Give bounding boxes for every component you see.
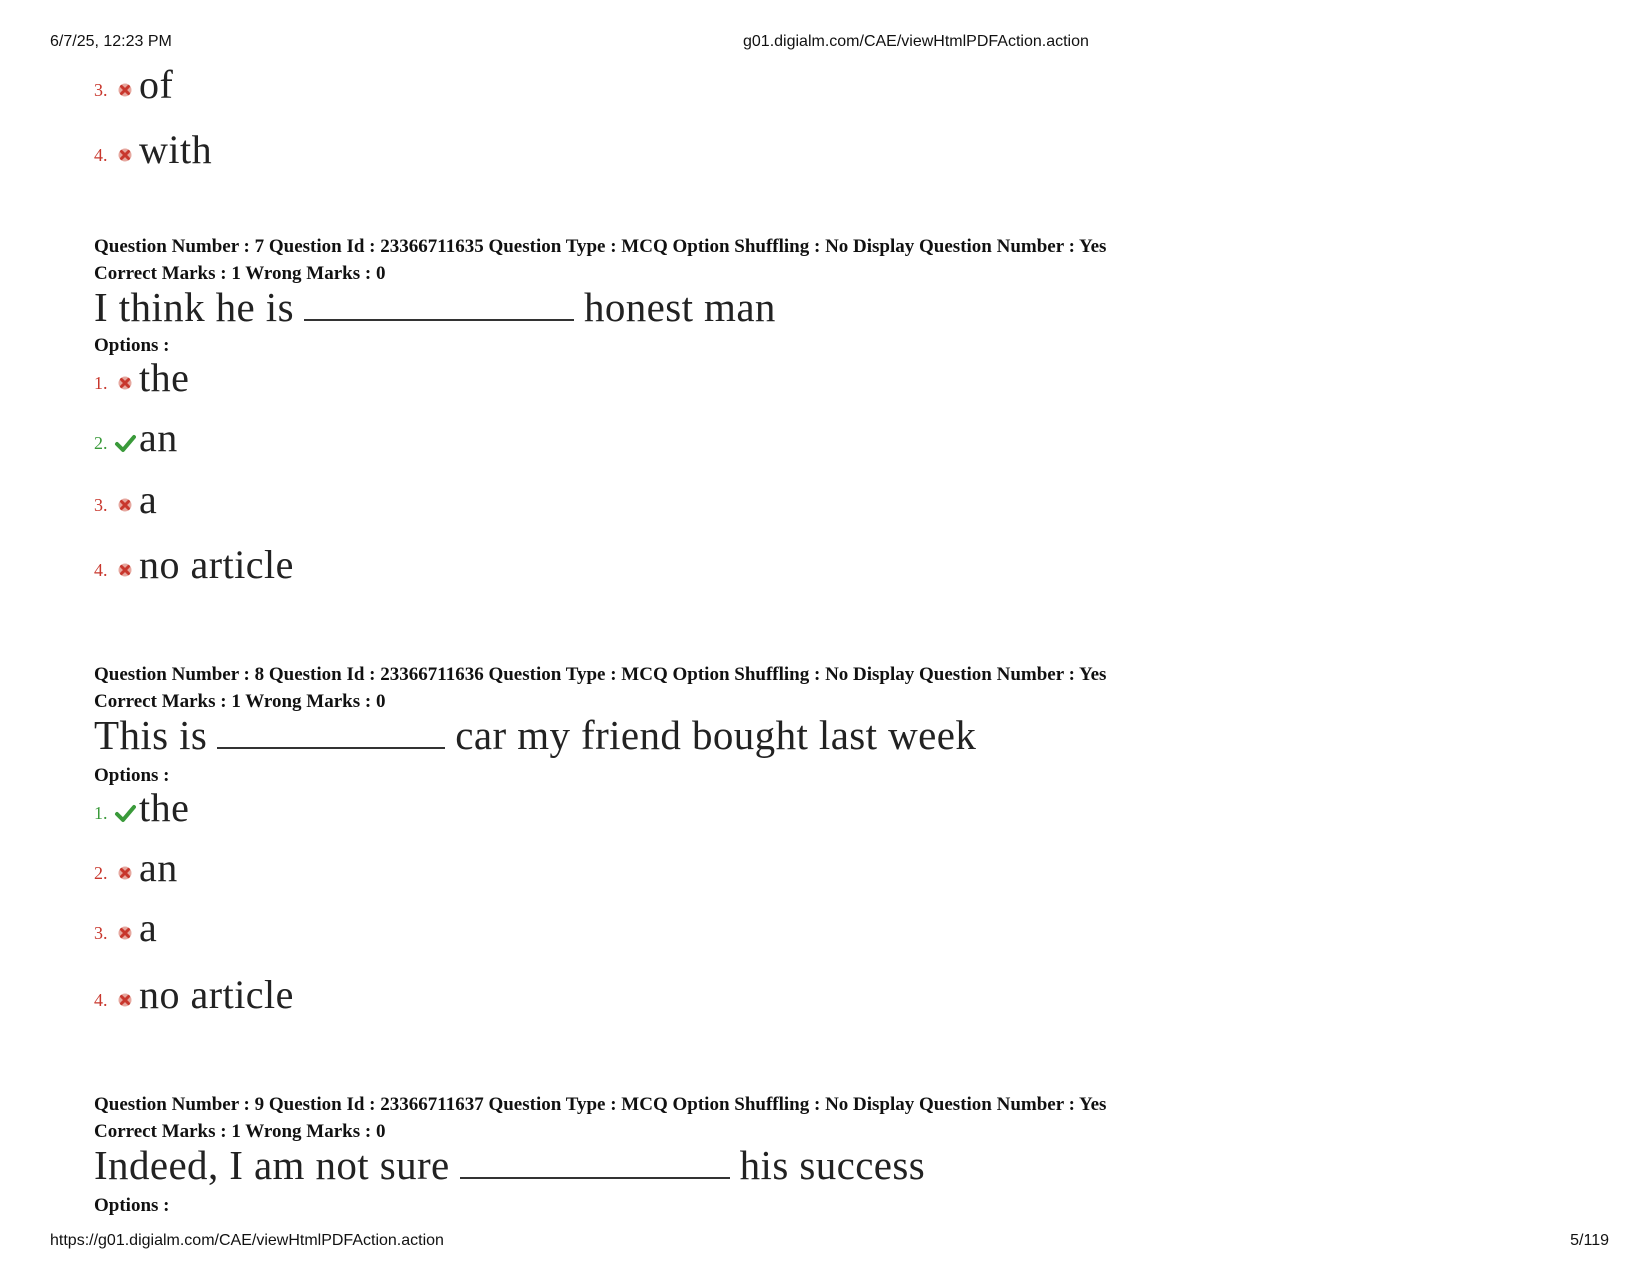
cross-icon <box>114 559 136 581</box>
option-item <box>94 898 157 948</box>
option-item <box>94 408 178 458</box>
question-meta-line: Question Number : 7 Question Id : 23366711635 Question Type : MCQ Option Shuffling : No Display Question Number : Yes <box>94 236 1107 257</box>
option-text: the <box>139 785 190 830</box>
option-text: an <box>139 845 178 890</box>
question-meta-line: Question Number : 8 Question Id : 23366711636 Question Type : MCQ Option Shuffling : No Display Question Number : Yes <box>94 664 1107 685</box>
option-item <box>94 120 212 170</box>
option-number: 3. <box>94 495 108 515</box>
stem-text-after: car my friend bought last week <box>455 712 977 758</box>
option-text: of <box>139 62 174 107</box>
option-text: with <box>139 127 213 172</box>
option-text: a <box>139 477 158 522</box>
stem-text-before: I think he is <box>94 284 294 330</box>
option-number: 3. <box>94 80 108 100</box>
option-number: 1. <box>94 373 108 393</box>
question-stem <box>94 283 776 331</box>
options-label: Options : <box>94 335 170 356</box>
option-item <box>94 535 294 585</box>
marks-line: Correct Marks : 1 Wrong Marks : 0 <box>94 263 386 284</box>
option-item <box>94 348 189 398</box>
options-label: Options : <box>94 765 170 786</box>
option-item <box>94 965 294 1015</box>
stem-text-before: This is <box>94 712 208 758</box>
check-icon <box>114 802 136 824</box>
question-meta <box>94 661 1106 715</box>
option-number: 4. <box>94 145 108 165</box>
question-meta <box>94 1091 1106 1145</box>
cross-icon <box>114 922 136 944</box>
option-item <box>94 838 178 888</box>
print-footer-url: https://g01.digialm.com/CAE/viewHtmlPDFAction.action <box>50 1232 444 1249</box>
option-number: 2. <box>94 433 108 453</box>
option-text: an <box>139 415 178 460</box>
option-item <box>94 470 157 520</box>
cross-icon <box>114 989 136 1011</box>
answer-blank <box>304 318 574 321</box>
cross-icon <box>114 862 136 884</box>
question-meta-line: Question Number : 9 Question Id : 23366711637 Question Type : MCQ Option Shuffling : No Display Question Number : Yes <box>94 1094 1107 1115</box>
option-number: 3. <box>94 923 108 943</box>
answer-blank <box>217 746 445 749</box>
question-stem <box>94 1141 925 1189</box>
page-counter: 5/119 <box>1570 1232 1609 1249</box>
option-item <box>94 55 173 105</box>
option-number: 1. <box>94 803 108 823</box>
cross-icon <box>114 79 136 101</box>
stem-text-after: honest man <box>583 284 776 330</box>
check-icon <box>114 432 136 454</box>
option-text: no article <box>139 972 294 1017</box>
marks-line: Correct Marks : 1 Wrong Marks : 0 <box>94 691 386 712</box>
stem-text-after: his success <box>739 1142 926 1188</box>
option-number: 2. <box>94 863 108 883</box>
cross-icon <box>114 144 136 166</box>
option-number: 4. <box>94 990 108 1010</box>
option-text: a <box>139 905 158 950</box>
cross-icon <box>114 494 136 516</box>
option-text: no article <box>139 542 294 587</box>
stem-text-before: Indeed, I am not sure <box>94 1142 450 1188</box>
print-header-url: g01.digialm.com/CAE/viewHtmlPDFAction.action <box>743 33 1089 50</box>
print-datetime: 6/7/25, 12:23 PM <box>50 33 172 50</box>
cross-icon <box>114 372 136 394</box>
option-text: the <box>139 355 190 400</box>
marks-line: Correct Marks : 1 Wrong Marks : 0 <box>94 1121 386 1142</box>
option-item <box>94 778 189 828</box>
options-label: Options : <box>94 1195 170 1216</box>
answer-blank <box>460 1176 730 1179</box>
question-meta <box>94 233 1106 287</box>
option-number: 4. <box>94 560 108 580</box>
question-stem <box>94 711 976 759</box>
